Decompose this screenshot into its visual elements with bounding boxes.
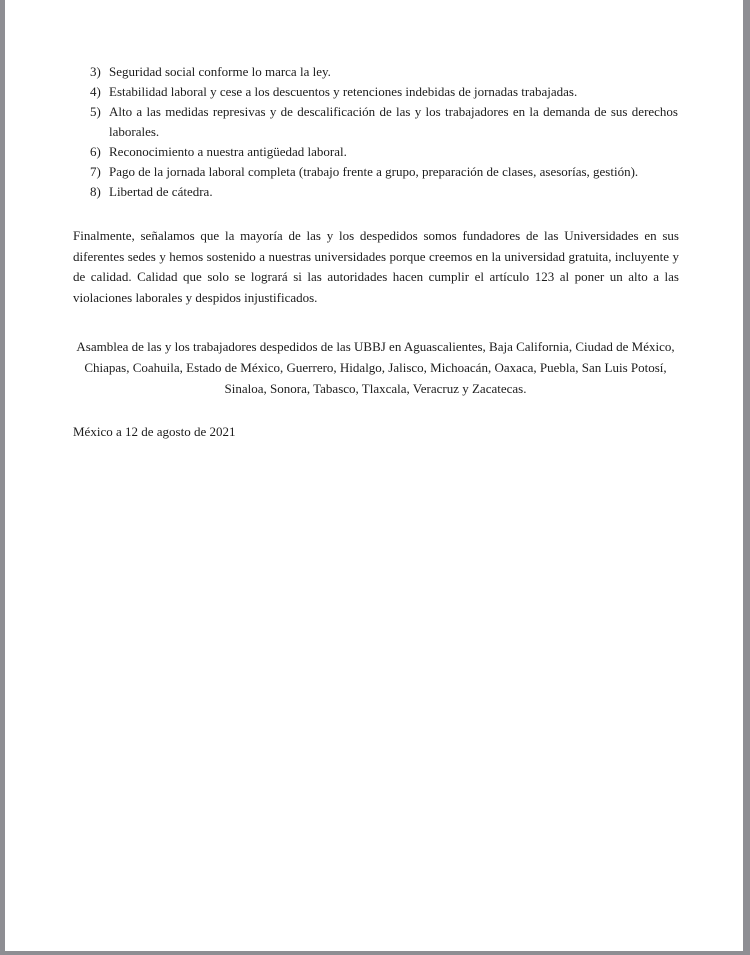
demands-numbered-list bbox=[90, 62, 678, 202]
list-item-text: Reconocimiento a nuestra antigüedad laboral. bbox=[109, 144, 347, 159]
list-item-number: 8) bbox=[90, 184, 101, 199]
assembly-signature-paragraph: Asamblea de las y los trabajadores despedidos de las UBBJ en Aguascalientes, Baja California, Ciudad de México, Chiapas, Coahuila, Estado de México, Guerrero, Hidalgo, Jalisco, Michoacán, Oaxaca, Puebla, San Luis Potosí, Sinaloa, Sonora, Tabasco, Tlaxcala, Veracruz y Zacatecas. bbox=[76, 339, 675, 396]
list-item-text: Estabilidad laboral y cese a los descuentos y retenciones indebidas de jornadas trabajadas. bbox=[109, 84, 578, 99]
list-item-number: 4) bbox=[90, 84, 101, 99]
document-body bbox=[0, 0, 750, 442]
list-item-number: 5) bbox=[90, 104, 101, 119]
list-item-number: 6) bbox=[90, 144, 101, 159]
list-item bbox=[90, 82, 678, 102]
list-item bbox=[90, 162, 678, 182]
list-item bbox=[90, 62, 678, 82]
list-item-text: Seguridad social conforme lo marca la ley. bbox=[109, 64, 331, 79]
list-item bbox=[90, 102, 678, 142]
scan-edge-bottom bbox=[0, 951, 750, 955]
closing-paragraph: Finalmente, señalamos que la mayoría de las y los despedidos somos fundadores de las Universidades en sus diferentes sedes y hemos sostenido a nuestras universidades porque creemos en la universidad gratuita, incluyente y de calidad. Calidad que solo se logrará si las autoridades hacen cumplir el artículo 123 al poner un alto a las violaciones laborales y despidos injustificados. bbox=[73, 228, 679, 305]
list-item-number: 3) bbox=[90, 64, 101, 79]
list-item-number: 7) bbox=[90, 164, 101, 179]
list-item-text: Alto a las medidas represivas y de descalificación de las y los trabajadores en la demanda de sus derechos laborales. bbox=[109, 104, 678, 139]
list-item-text: Pago de la jornada laboral completa (trabajo frente a grupo, preparación de clases, asesorías, gestión). bbox=[109, 164, 639, 179]
list-item bbox=[90, 142, 678, 162]
list-item-text: Libertad de cátedra. bbox=[109, 184, 213, 199]
list-item bbox=[90, 182, 678, 202]
date-line: México a 12 de agosto de 2021 bbox=[73, 424, 236, 439]
